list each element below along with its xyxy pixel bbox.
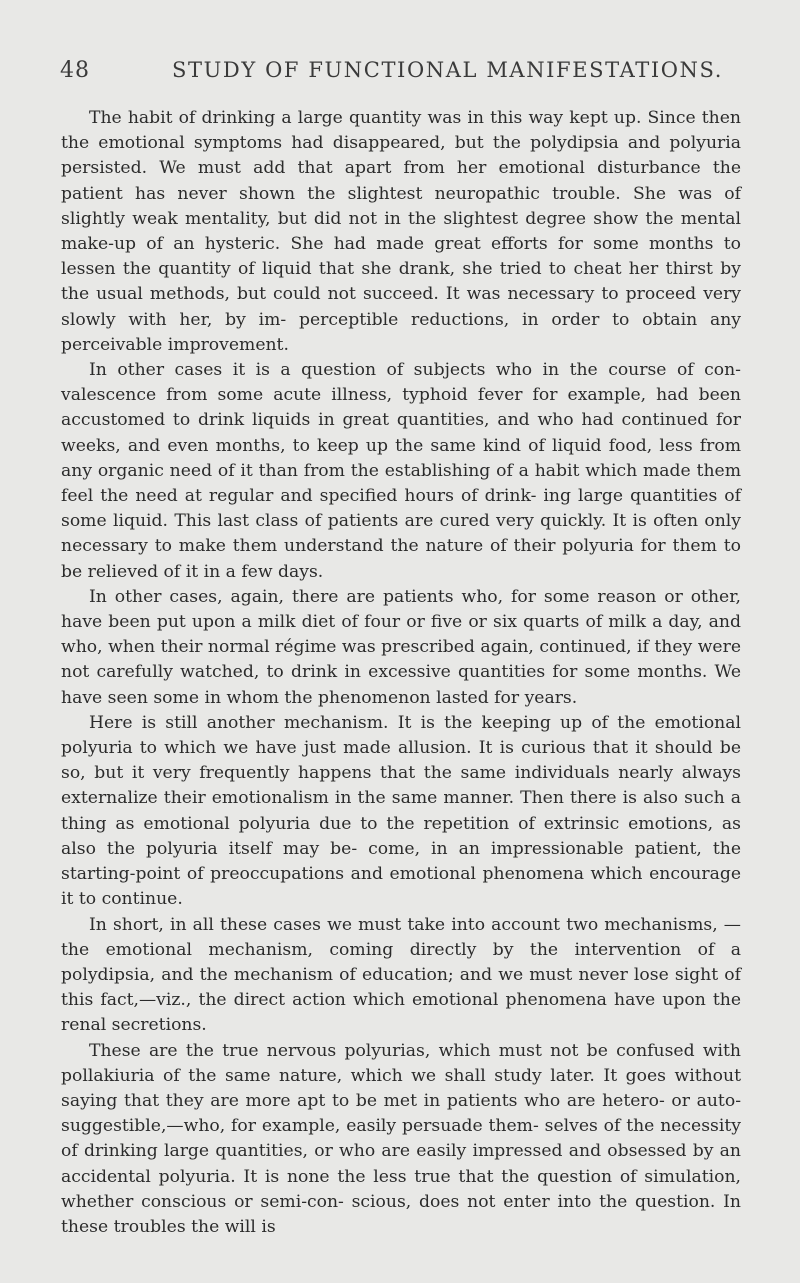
page-header bbox=[60, 58, 724, 88]
paragraph-6: These are the true nervous polyurias, which must not be confused with pollakiuria of the same nature, which we shall study later. It goes without saying that they are more apt to be met in patients who are hetero- or auto-suggestible,—who, for example, easily persuade them- selves of the necessity of drinking large quantities, or who are easily impressed and obsessed by an accidental polyuria. It is none the less true that the question of simulation, whether conscious or semi-con- scious, does not enter into the question. In these troubles the will is bbox=[61, 1040, 741, 1237]
paragraph-5: In short, in all these cases we must take into account two mechanisms, —the emotional mechanism, coming directly by the intervention of a polydipsia, and the mechanism of education; and we must never lose sight of this fact,—viz., the direct action which emotional phenomena have upon the renal secretions. bbox=[61, 914, 741, 1036]
paragraph-1: The habit of drinking a large quantity was in this way kept up. Since then the emotional symptoms had disappeared, but the polydipsia and polyuria persisted. We must add that apart from her emotional disturbance the patient has never shown the slightest neuropathic trouble. She was of slightly weak mentality, but did not in the slightest degree show the mental make-up of an hysteric. She had made great efforts for some months to lessen the quantity of liquid that she drank, she tried to cheat her thirst by the usual methods, but could not succeed. It was necessary to proceed very slowly with her, by im- perceptible reductions, in order to obtain any perceivable improvement. bbox=[61, 108, 741, 355]
body-text bbox=[61, 106, 741, 1240]
paragraph-2: In other cases it is a question of subjects who in the course of con- valescence from some acute illness, typhoid fever for example, had been accustomed to drink liquids in great quantities, and who had continued for weeks, and even months, to keep up the same kind of liquid food, less from any organic need of it than from the establishing of a habit which made them feel the need at regular and specified hours of drink- ing large quantities of some liquid. This last class of patients are cured very quickly. It is often only necessary to make them understand the nature of their polyuria for them to be relieved of it in a few days. bbox=[61, 360, 741, 582]
paragraph-4: Here is still another mechanism. It is the keeping up of the emotional polyuria to which we have just made allusion. It is curious that it should be so, but it very frequently happens that the same individuals nearly always externalize their emotionalism in the same manner. Then there is also such a thing as emotional polyuria due to the repetition of extrinsic emotions, as also the polyuria itself may be- come, in an impressionable patient, the starting-point of preoccupations and emotional phenomena which encourage it to continue. bbox=[61, 712, 741, 910]
paragraph-3: In other cases, again, there are patients who, for some reason or other, have been put upon a milk diet of four or five or six quarts of milk a day, and who, when their normal régime was prescribed again, continued, if they were not carefully watched, to drink in excessive quantities for some months. We have seen some in whom the phenomenon lasted for years. bbox=[61, 586, 741, 708]
page-number: 48 bbox=[60, 58, 90, 83]
running-title: STUDY OF FUNCTIONAL MANIFESTATIONS. bbox=[172, 58, 724, 82]
